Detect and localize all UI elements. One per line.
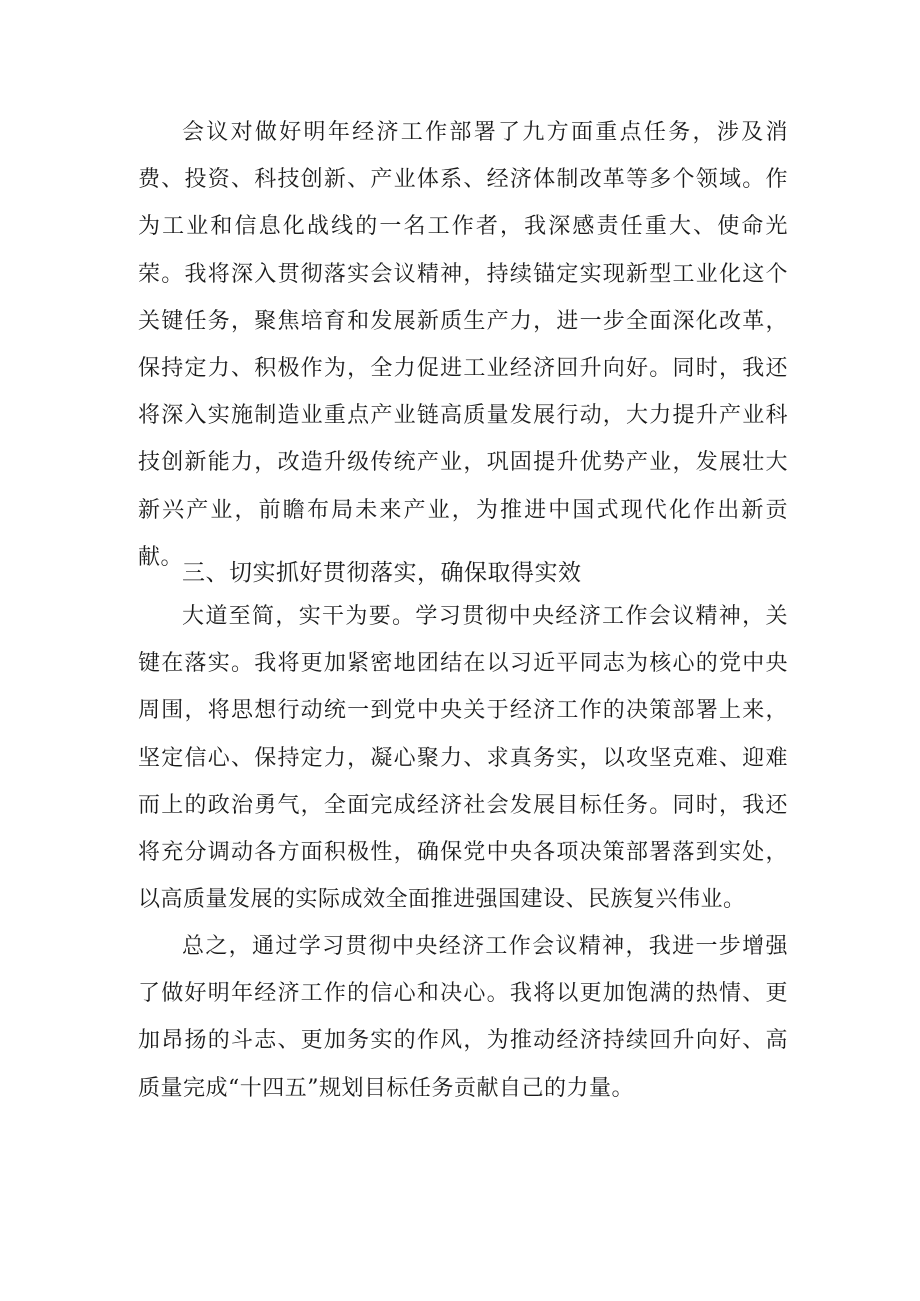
body-paragraph-2: 大道至简，实干为要。学习贯彻中央经济工作会议精神，关键在落实。我将更加紧密地团结在以习近平同志为核心的党中央周围，将思想行动统一到党中央关于经济工作的决策部署上来，坚定信心、保持定力，凝心聚力、求真务实，以攻坚克难、迎难而上的政治勇气，全面完成经济社会发展目标任务。同时，我还将充分调动各方面积极性，确保党中央各项决策部署落到实处，以高质量发展的实际成效全面推进强国建设、民族复兴伟业。 <box>138 604 788 913</box>
body-paragraph-3: 总之，通过学习贯彻中央经济工作会议精神，我进一步增强了做好明年经济工作的信心和决心。我将以更加饱满的热情、更加昂扬的斗志、更加务实的作风，为推动经济持续回升向好、高质量完成“十四五”规划目标任务贡献自己的力量。 <box>138 934 788 1101</box>
section-heading-3: 三、切实抓好贯彻落实，确保取得实效 <box>182 560 582 586</box>
body-paragraph-1: 会议对做好明年经济工作部署了九方面重点任务，涉及消费、投资、科技创新、产业体系、经济体制改革等多个领域。作为工业和信息化战线的一名工作者，我深感责任重大、使命光荣。我将深入贯彻落实会议精神，持续锚定实现新型工业化这个关键任务，聚焦培育和发展新质生产力，进一步全面深化改革，保持定力、积极作为，全力促进工业经济回升向好。同时，我还将深入实施制造业重点产业链高质量发展行动，大力提升产业科技创新能力，改造升级传统产业，巩固提升优势产业，发展壮大新兴产业，前瞻布局未来产业，为推进中国式现代化作出新贡献。 <box>138 120 788 570</box>
